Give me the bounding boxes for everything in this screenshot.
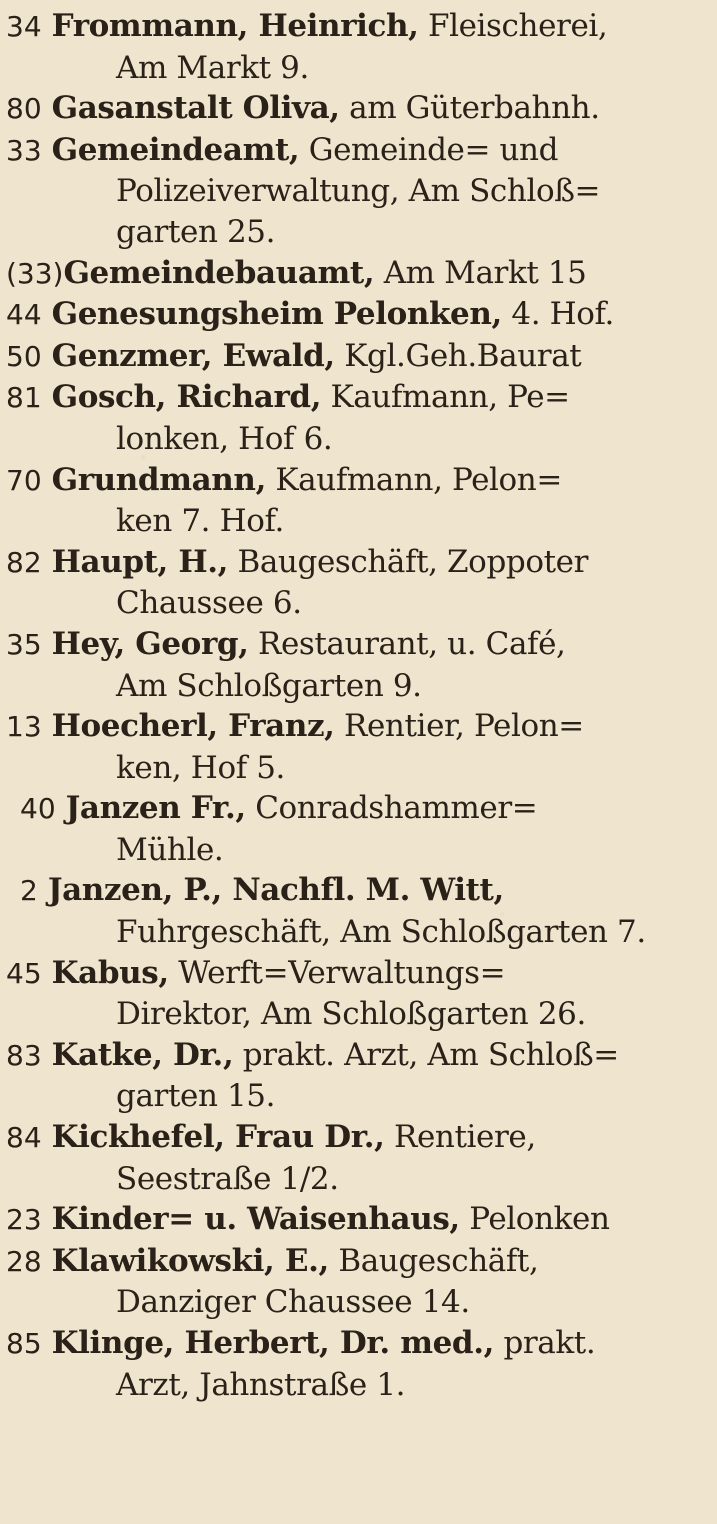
entry-continuation: garten 25. [116,213,276,250]
entry-detail: Baugeschäft, Zoppoter [228,543,589,580]
entry-detail: Rentiere, [384,1119,536,1156]
entry-continuation: Danziger Chaussee 14. [116,1284,470,1321]
entry-detail: prakt. [493,1325,596,1361]
entry-name: Grundmann, [51,461,266,498]
entry-number: 35 [6,627,42,661]
entry-number: 82 [6,545,42,579]
entry-name: Haupt, H., [51,543,229,580]
entry-number: 23 [6,1203,42,1237]
entry-number: 2 [20,874,38,908]
entry-line [6,1199,714,1241]
entry-line [6,460,714,502]
list-item [6,624,714,706]
entry-line [6,870,714,912]
entry-name: Gemeindeamt, [51,131,300,168]
entry-line [6,788,714,830]
entry-line [6,624,714,666]
entry-number: 50 [6,339,42,373]
list-item [6,253,714,295]
entry-detail: Kaufmann, Pe= [321,379,570,416]
list-item [6,336,714,378]
entry-line [6,1117,714,1159]
entry-name: Frommann, Heinrich, [51,8,419,44]
entry-line [6,130,714,172]
entry-line [6,253,714,295]
entry-continuation: Polizeiverwaltung, Am Schloß= [116,173,601,210]
directory-list [6,6,714,1405]
list-item [6,294,714,336]
entry-continuation: ken 7. Hof. [116,503,284,540]
list-item [6,542,714,624]
entry-detail: Werft=Verwaltungs= [168,954,506,991]
entry-name: Klinge, Herbert, Dr. med., [51,1325,494,1361]
entry-line [6,1323,714,1365]
entry-continuation: Direktor, Am Schloßgarten 26. [116,996,586,1033]
entry-line [6,542,714,584]
entry-number: 45 [6,956,42,990]
entry-number: 81 [6,381,42,415]
entry-number: 13 [6,710,42,744]
list-item [6,788,714,870]
entry-continuation: Chaussee 6. [116,585,302,622]
entry-line [6,88,714,130]
entry-number: 83 [6,1038,42,1072]
entry-line [6,6,714,48]
list-item [6,1241,714,1323]
entry-continuation: Fuhrgeschäft, Am Schloßgarten 7. [116,914,646,951]
list-item [6,88,714,130]
entry-name: Janzen, P., Nachfl. M. Witt, [47,872,504,909]
entry-number: 85 [6,1327,42,1360]
entry-line [6,377,714,419]
entry-name: Genesungsheim Pelonken, [51,296,502,333]
entry-detail: Rentier, Pelon= [334,708,584,745]
entry-detail: Baugeschäft, [328,1242,539,1279]
entry-line [6,706,714,748]
entry-detail: am Güterbahnh. [339,90,600,127]
entry-line [6,294,714,336]
list-item [6,460,714,542]
entry-line [6,1035,714,1077]
entry-name: Kinder= u. Waisenhaus, [51,1201,460,1238]
entry-name: Genzmer, Ewald, [51,337,335,374]
entry-number: 84 [6,1121,42,1155]
entry-line [6,336,714,378]
entry-name: Kabus, [51,954,169,991]
entry-continuation: Arzt, Jahnstraße 1. [116,1366,406,1403]
entry-detail: Kgl.Geh.Baurat [334,337,582,374]
list-item [6,377,714,459]
entry-detail: 4. Hof. [501,296,614,333]
entry-name: Gemeindebauamt, [63,254,375,291]
entry-detail: Am Markt 15 [374,254,587,291]
entry-continuation: Mühle. [116,831,224,868]
entry-name: Janzen Fr., [65,790,246,827]
entry-detail: Gemeinde= und [299,131,559,168]
entry-name: Gasanstalt Oliva, [51,90,340,127]
entry-line [6,953,714,995]
list-item [6,1035,714,1117]
entry-name: Katke, Dr., [51,1036,234,1073]
list-item [6,130,714,253]
entry-continuation: Am Markt 9. [116,49,309,86]
entry-number: (33) [6,256,64,290]
entry-name: Klawikowski, E., [51,1242,329,1279]
entry-number: 40 [20,792,56,826]
list-item [6,6,714,88]
entry-number: 33 [6,133,42,167]
entry-detail: Pelonken [459,1201,610,1238]
entry-continuation: lonken, Hof 6. [116,420,333,457]
entry-continuation: Am Schloßgarten 9. [116,667,422,704]
list-item [6,1323,714,1405]
entry-detail: prakt. Arzt, Am Schloß= [233,1036,619,1073]
entry-name: Kickhefel, Frau Dr., [51,1119,385,1156]
entry-number: 44 [6,298,42,332]
entry-continuation: garten 15. [116,1078,276,1115]
list-item [6,1199,714,1241]
entry-number: 28 [6,1244,42,1278]
entry-number: 70 [6,463,42,497]
entry-name: Hoecherl, Franz, [51,708,335,745]
list-item [6,1117,714,1199]
entry-detail: Conradshammer= [245,790,538,827]
entry-name: Hey, Georg, [51,625,249,662]
entry-continuation: Seestraße 1/2. [116,1160,339,1197]
entry-continuation: ken, Hof 5. [116,749,286,786]
entry-detail: Fleischerei, [418,8,608,44]
entry-detail: Restaurant, u. Café, [248,625,566,662]
list-item [6,953,714,1035]
entry-detail: Kaufmann, Pelon= [265,461,562,498]
list-item [6,870,714,952]
entry-number: 80 [6,92,42,126]
entry-name: Gosch, Richard, [51,379,322,416]
list-item [6,706,714,788]
entry-line [6,1241,714,1283]
entry-number: 34 [6,10,42,43]
